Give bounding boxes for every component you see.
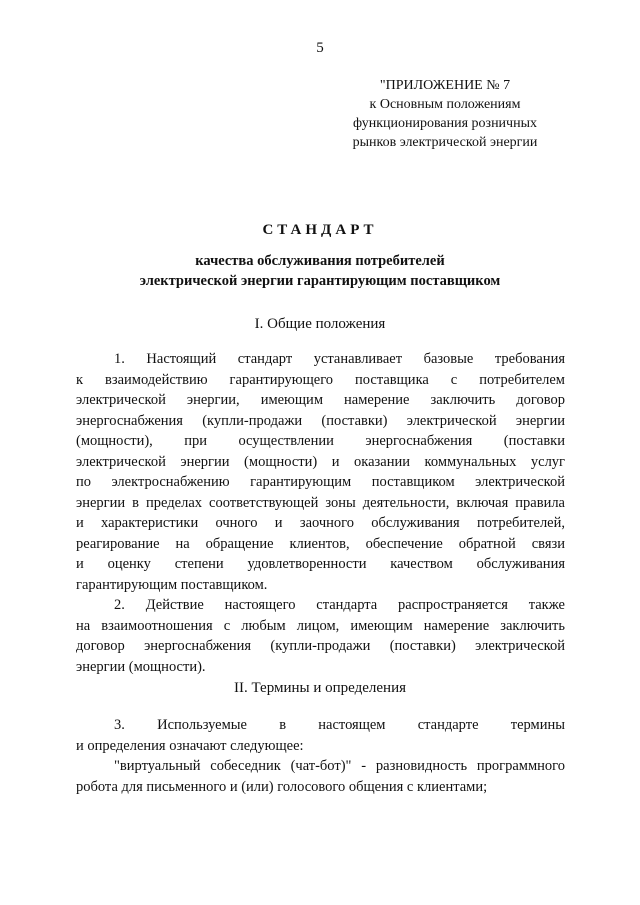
paragraph-line: и оценку степени удовлетворенности качеством обслуживания <box>76 556 565 572</box>
paragraph-line: 1. Настоящий стандарт устанавливает базовые требования <box>114 351 565 367</box>
section-terms-body <box>76 715 565 797</box>
paragraph-line: по электроснабжению гарантирующим поставщиком электрической <box>76 474 565 490</box>
appendix-line: рынков электрической энергии <box>352 135 538 150</box>
appendix-line: функционирования розничных <box>352 116 537 131</box>
paragraph-line: энергии в пределах соответствующей зоны деятельности, включая правила <box>76 494 565 511</box>
paragraph-line: "виртуальный собеседник (чат-бот)" - разновидность программного <box>114 758 565 774</box>
document-title: СТАНДАРТ <box>262 222 378 238</box>
paragraph-line: к взаимодействию гарантирующего поставщика с потребителем <box>76 371 565 388</box>
page-number: 5 <box>316 40 324 56</box>
paragraph-line: реагирование на обращение клиентов, обеспечение обратной связи <box>76 535 565 552</box>
paragraph-line: электрической энергии (мощности) и оказании коммунальных услуг <box>76 453 565 470</box>
paragraph-line: энергии (мощности). <box>76 658 206 675</box>
subtitle-line: электрической энергии гарантирующим поставщиком <box>139 273 501 289</box>
paragraph-line: и определения означают следующее: <box>76 737 304 754</box>
paragraph-line: (мощности), при осуществлении энергоснабжения (поставки <box>76 433 565 449</box>
paragraph-line: на взаимоотношения с любым лицом, имеющим намерение заключить <box>76 617 565 634</box>
section-heading-terms: II. Термины и определения <box>233 680 407 696</box>
paragraph-line: договор энергоснабжения (купли-продажи (поставки) электрической <box>76 638 565 654</box>
document-subtitle <box>0 251 640 291</box>
subtitle-line: качества обслуживания потребителей <box>195 253 445 269</box>
appendix-line: к Основным положениям <box>369 97 521 112</box>
appendix-reference <box>330 76 560 152</box>
paragraph-line: робота для письменного и (или) голосового общения с клиентами; <box>76 778 488 795</box>
section-general-body <box>76 349 565 677</box>
paragraph-line: и характеристики очного и заочного обслуживания потребителей, <box>76 515 565 531</box>
paragraph-line: энергоснабжения (купли-продажи (поставки) электрической энергии <box>76 412 565 429</box>
paragraph-line: гарантирующим поставщиком. <box>76 576 268 593</box>
paragraph-line: электрической энергии, имеющим намерение заключить договор <box>76 392 565 408</box>
section-heading-general: I. Общие положения <box>254 316 386 332</box>
paragraph-line: 2. Действие настоящего стандарта распространяется также <box>114 597 565 613</box>
appendix-line: "ПРИЛОЖЕНИЕ № 7 <box>379 78 511 93</box>
paragraph-line: 3. Используемые в настоящем стандарте термины <box>114 717 565 733</box>
